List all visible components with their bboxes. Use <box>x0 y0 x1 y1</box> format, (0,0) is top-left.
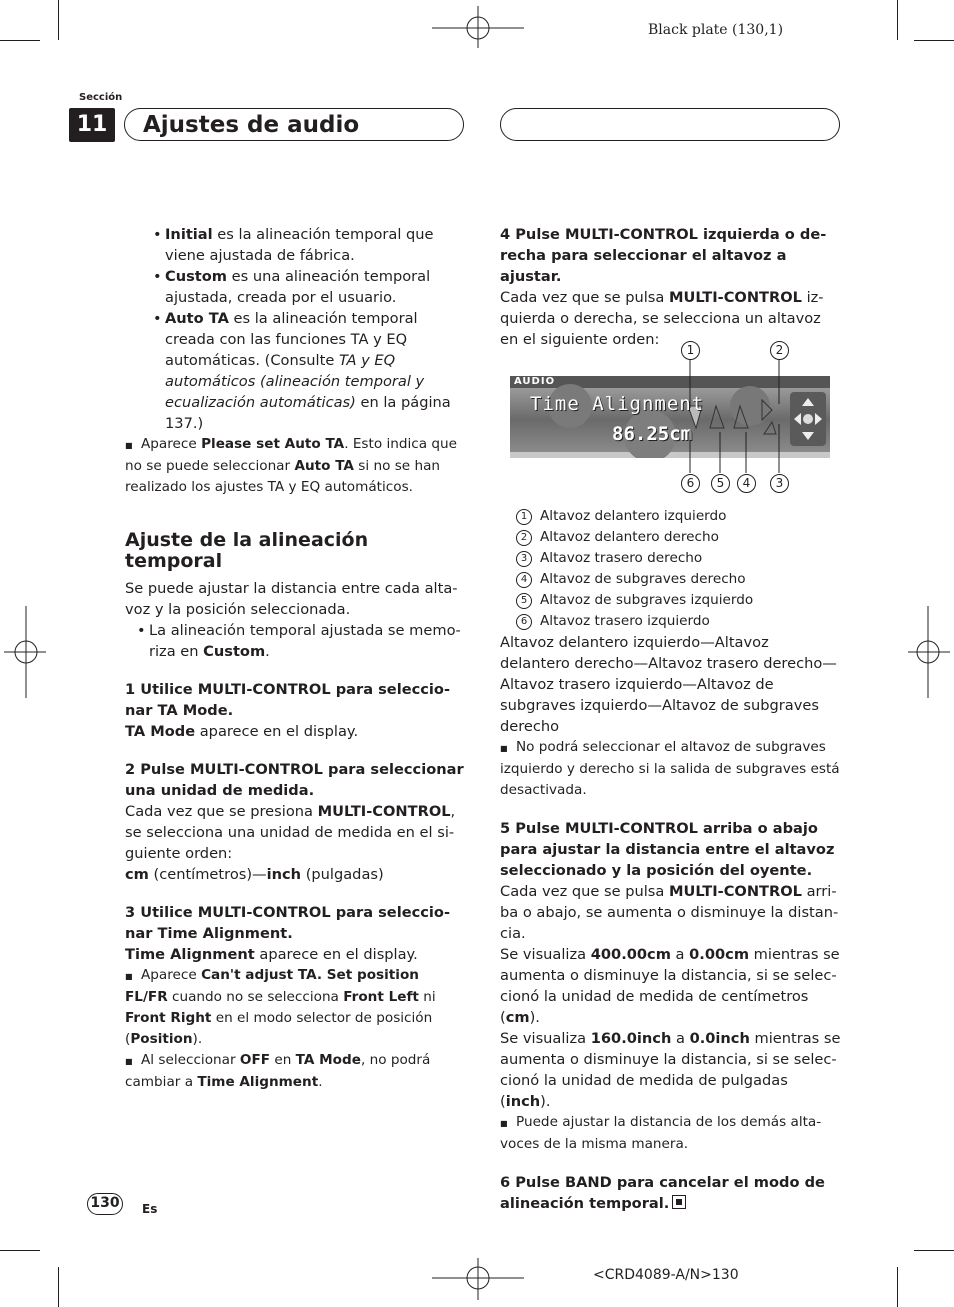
crop-mark <box>897 1267 898 1307</box>
callout-1: 1 <box>681 341 700 360</box>
crop-mark <box>58 1267 59 1307</box>
list-item: 3 Altavoz trasero derecho <box>500 548 842 569</box>
callout-6: 6 <box>681 474 700 493</box>
left-column <box>125 224 465 1093</box>
display-mode-text: Time Alignment <box>530 393 705 415</box>
registration-mark-icon <box>432 1258 524 1300</box>
registration-mark-icon <box>432 6 524 48</box>
step-4-text: Cada vez que se pulsa MULTI-CONTROL izquierda o derecha, se selecciona un altavoz en el siguiente orden: <box>500 289 824 348</box>
list-item: 6 Altavoz trasero izquierdo <box>500 611 842 632</box>
section-title: Ajustes de audio <box>143 112 360 138</box>
note: ■ Aparece Can't adjust TA. Set position FL/FR cuando no se selecciona Front Left ni Front Right en el modo selector de posición (Position). <box>125 967 436 1047</box>
list-item: • Initial es la alineación temporal que viene ajustada de fábrica. <box>139 224 465 266</box>
callout-4: 4 <box>737 474 756 493</box>
step-6-title: 6 Pulse BAND para cancelar el modo de alineación temporal. <box>500 1174 825 1212</box>
list-item: 2 Altavoz delantero derecho <box>500 527 842 548</box>
cm-range-text: Se visualiza 400.00cm a 0.00cm mientras se aumenta o disminuye la distancia, si se seleccionó la unidad de medida de centímetros (cm). <box>500 946 840 1026</box>
unit-order: cm (centímetros)—inch (pulgadas) <box>125 866 384 883</box>
speaker-list <box>500 506 842 632</box>
step-1-title: 1 Utilice MULTI-CONTROL para seleccionar TA Mode. <box>125 681 451 719</box>
language-code: Es <box>142 1202 158 1216</box>
end-mark-icon <box>672 1195 686 1209</box>
plate-label: Black plate (130,1) <box>648 22 784 38</box>
registration-mark-icon <box>4 606 46 698</box>
step-4-title: 4 Pulse MULTI-CONTROL izquierda o derecha para seleccionar el altavoz a ajustar. <box>500 226 827 285</box>
note: ■ Aparece Please set Auto TA. Esto indica que no se puede seleccionar Auto TA si no se han realizado los ajustes TA y EQ automáticos. <box>125 436 457 495</box>
step-5-text: Cada vez que se pulsa MULTI-CONTROL arriba o abajo, se aumenta o disminuye la distancia. <box>500 883 839 942</box>
mode-list <box>139 224 465 434</box>
callout-3: 3 <box>770 474 789 493</box>
speaker-order: Altavoz delantero izquierdo—Altavoz delantero derecho—Altavoz trasero derecho—Altavoz trasero izquierdo—Altavoz de subgraves izquierdo—Altavoz de subgraves derecho <box>500 634 837 735</box>
empty-header-frame <box>500 108 840 141</box>
step-2-text: Cada vez que se presiona MULTI-CONTROL, se selecciona una unidad de medida en el siguiente orden: <box>125 803 456 862</box>
callout-leaders <box>500 340 840 500</box>
callout-2: 2 <box>770 341 789 360</box>
list-item: 4 Altavoz de subgraves derecho <box>500 569 842 590</box>
inch-range-text: Se visualiza 160.0inch a 0.0inch mientras se aumenta o disminuye la distancia, si se seleccionó la unidad de medida de pulgadas (inch). <box>500 1030 841 1110</box>
intro-text: Se puede ajustar la distancia entre cada altavoz y la posición seleccionada. <box>125 580 458 618</box>
note: ■ No podrá seleccionar el altavoz de subgraves izquierdo y derecho si la salida de subgraves está desactivada. <box>500 739 840 798</box>
crop-mark <box>914 1250 954 1251</box>
crop-mark <box>0 40 40 41</box>
step-3-title: 3 Utilice MULTI-CONTROL para seleccionar Time Alignment. <box>125 904 451 942</box>
crop-mark <box>914 40 954 41</box>
note: ■ Puede ajustar la distancia de los demás altavoces de la misma manera. <box>500 1114 822 1152</box>
list-item: • La alineación temporal ajustada se memoriza en Custom. <box>123 620 465 662</box>
callout-5: 5 <box>711 474 730 493</box>
section-label: Sección <box>79 92 123 103</box>
right-column-top <box>500 224 840 350</box>
document-code: <CRD4089-A/N>130 <box>593 1267 739 1283</box>
crop-mark <box>897 0 898 40</box>
step-3-text: Time Alignment aparece en el display. <box>125 946 418 963</box>
section-number: 11 <box>69 108 115 142</box>
registration-mark-icon <box>908 606 950 698</box>
list-item: 1 Altavoz delantero izquierdo <box>500 506 842 527</box>
list-item: 5 Altavoz de subgraves izquierdo <box>500 590 842 611</box>
note: ■ Al seleccionar OFF en TA Mode, no podrá cambiar a Time Alignment. <box>125 1052 431 1090</box>
section-heading: Ajuste de la alineación temporal <box>125 529 369 572</box>
page-number: 130 <box>87 1193 123 1215</box>
crop-mark <box>0 1250 40 1251</box>
crop-mark <box>58 0 59 40</box>
step-1-text: TA Mode aparece en el display. <box>125 723 359 740</box>
step-5-title: 5 Pulse MULTI-CONTROL arriba o abajo para ajustar la distancia entre el altavoz seleccionado y la posición del oyente. <box>500 820 835 879</box>
list-item: • Custom es una alineación temporal ajustada, creada por el usuario. <box>139 266 465 308</box>
step-2-title: 2 Pulse MULTI-CONTROL para seleccionar una unidad de medida. <box>125 761 464 799</box>
display-value-text: 86.25cm <box>612 423 693 445</box>
list-item: • Auto TA es la alineación temporal creada con las funciones TA y EQ automáticas. (Consulte TA y EQ automáticos (alineación temporal y ecualización automáticas) en la página 137.) <box>139 308 465 434</box>
right-column-bottom <box>500 506 842 1214</box>
intro-list <box>123 620 465 662</box>
display-audio-label: AUDIO <box>514 376 556 387</box>
